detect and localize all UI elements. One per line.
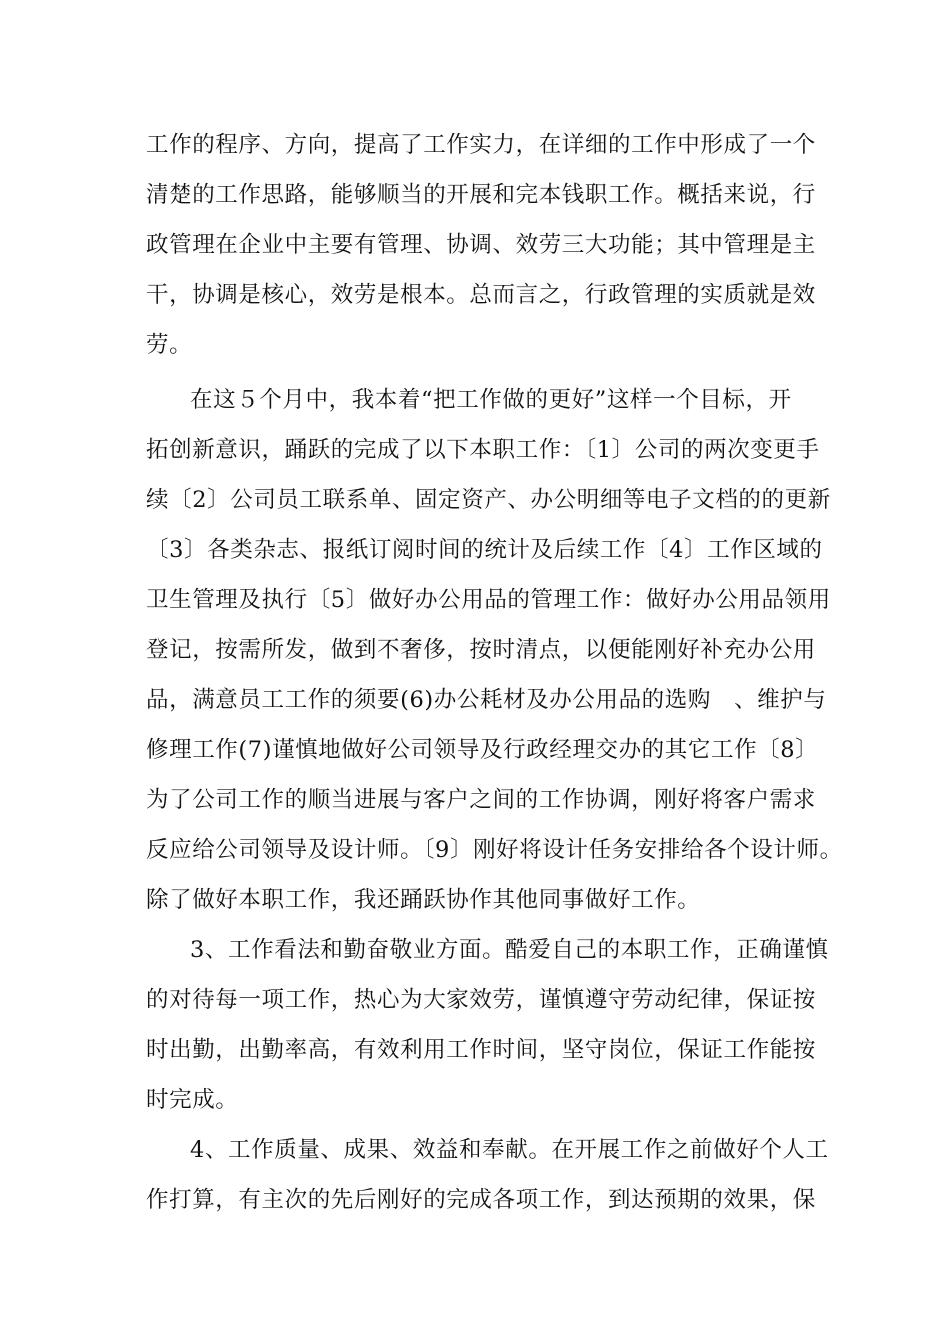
paragraph-first-line: 在这５个月中，我本着“把工作做的更好”这样一个目标，开 — [190, 387, 792, 413]
text-line: 时完成。 — [146, 1087, 239, 1113]
text-line: 工作的程序、方向，提高了工作实力，在详细的工作中形成了一个 — [146, 132, 816, 158]
text-line: 卫生管理及执行〔5〕做好办公用品的管理工作：做好办公用品领用 — [146, 587, 831, 613]
text-line: 的对待每一项工作，热心为大家效劳，谨慎遵守劳动纪律，保证按 — [146, 987, 816, 1013]
text-line: 政管理在企业中主要有管理、协调、效劳三大功能；其中管理是主 — [146, 232, 816, 258]
paragraph-first-line: 3、工作看法和勤奋敬业方面。酷爱自己的本职工作，正确谨慎 — [190, 937, 829, 963]
text-line: 劳。 — [146, 332, 193, 358]
text-line: 修理工作(7)谨慎地做好公司领导及行政经理交办的其它工作〔8〕 — [146, 737, 819, 763]
text-line: 作打算，有主次的先后刚好的完成各项工作，到达预期的效果，保 — [146, 1187, 816, 1213]
text-line: 续〔2〕公司员工联系单、固定资产、办公明细等电子文档的的更新 — [146, 487, 831, 513]
text-line: 干，协调是核心，效劳是根本。总而言之，行政管理的实质就是效 — [146, 282, 816, 308]
text-line: 清楚的工作思路，能够顺当的开展和完本钱职工作。概括来说，行 — [146, 182, 816, 208]
text-line: 〔3〕各类杂志、报纸订阅时间的统计及后续工作〔4〕工作区域的 — [146, 537, 823, 563]
text-line: 拓创新意识，踊跃的完成了以下本职工作：〔1〕公司的两次变更手 — [146, 437, 820, 463]
text-line: 反应给公司领导及设计师。〔9〕刚好将设计任务安排给各个设计师。 — [146, 837, 843, 863]
text-line: 登记，按需所发，做到不奢侈，按时清点，以便能刚好补充办公用 — [146, 637, 816, 663]
text-line: 除了做好本职工作，我还踊跃协作其他同事做好工作。 — [146, 887, 701, 913]
paragraph-first-line: 4、工作质量、成果、效益和奉献。在开展工作之前做好个人工 — [190, 1137, 829, 1163]
text-line: 品，满意员工工作的须要(6)办公耗材及办公用品的选购 、维护与 — [146, 687, 827, 713]
text-line: 时出勤，出勤率高，有效利用工作时间，坚守岗位，保证工作能按 — [146, 1037, 816, 1063]
text-line: 为了公司工作的顺当进展与客户之间的工作协调，刚好将客户需求 — [146, 787, 816, 813]
